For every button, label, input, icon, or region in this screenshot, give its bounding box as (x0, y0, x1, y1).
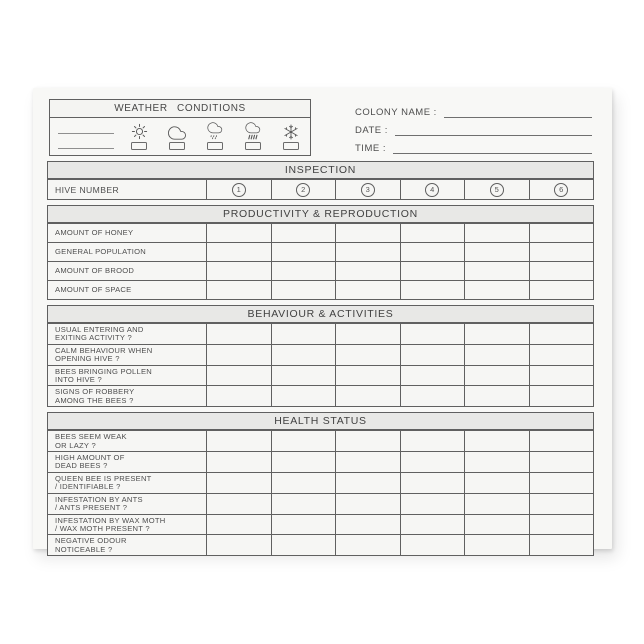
grid-cell[interactable] (529, 243, 594, 261)
grid-cell[interactable] (529, 515, 594, 535)
row-label: HIGH AMOUNT OF DEAD BEES ? (55, 453, 125, 471)
grid-cell[interactable] (464, 366, 529, 386)
weather-conditions-title: WEATHER CONDITIONS (49, 99, 311, 118)
table-row (48, 451, 593, 472)
grid-cell[interactable] (335, 366, 400, 386)
grid-cell[interactable] (529, 386, 594, 406)
grid-cell[interactable] (400, 281, 465, 299)
grid-cell[interactable] (464, 431, 529, 451)
grid-cell[interactable] (529, 431, 594, 451)
grid-cell[interactable] (400, 386, 465, 406)
grid-cell[interactable] (206, 431, 271, 451)
row-label: QUEEN BEE IS PRESENT / IDENTIFIABLE ? (55, 473, 152, 492)
hive-column-2 (271, 180, 336, 199)
grid-cell[interactable] (400, 366, 465, 386)
grid-cell[interactable] (206, 515, 271, 535)
grid-cell[interactable] (271, 243, 336, 261)
table-row (48, 242, 593, 261)
grid-cell[interactable] (335, 262, 400, 280)
health-title: HEALTH STATUS (48, 413, 593, 430)
grid-cell[interactable] (464, 386, 529, 406)
inspection-title: INSPECTION (48, 162, 593, 179)
grid-cell[interactable] (529, 366, 594, 386)
table-row (48, 223, 593, 242)
date-label: DATE : (355, 125, 388, 136)
hive-column-4 (400, 180, 465, 199)
grid-cell[interactable] (271, 281, 336, 299)
weather-option-heavy-rain (234, 118, 272, 155)
table-row (48, 280, 593, 299)
table-row (48, 344, 593, 365)
grid-cell[interactable] (400, 515, 465, 535)
grid-cell[interactable] (400, 243, 465, 261)
grid-cell[interactable] (335, 535, 400, 555)
time-field (355, 138, 592, 154)
grid-cell[interactable] (335, 324, 400, 344)
weather-option-snow (272, 118, 310, 155)
grid-cell[interactable] (464, 452, 529, 472)
weather-option-rain (196, 118, 234, 155)
grid-cell[interactable] (206, 386, 271, 406)
grid-cell[interactable] (464, 494, 529, 514)
row-label: AMOUNT OF HONEY (55, 228, 134, 238)
colony-name-field (355, 102, 592, 118)
grid-cell[interactable] (529, 262, 594, 280)
grid-cell[interactable] (335, 473, 400, 493)
grid-cell[interactable] (529, 473, 594, 493)
grid-cell[interactable] (271, 345, 336, 365)
time-label: TIME : (355, 143, 386, 154)
write-in-line[interactable] (58, 133, 114, 134)
hive-column-6 (529, 180, 594, 199)
section-inspection (47, 161, 594, 200)
table-row (48, 493, 593, 514)
table-row (48, 365, 593, 386)
notepad-form (33, 88, 612, 554)
weather-checkbox[interactable] (245, 142, 261, 150)
grid-cell[interactable] (400, 535, 465, 555)
grid-cell[interactable] (206, 452, 271, 472)
weather-options (49, 117, 311, 156)
table-row (48, 385, 593, 406)
grid-cell[interactable] (464, 473, 529, 493)
row-label: NEGATIVE ODOUR NOTICEABLE ? (55, 536, 127, 554)
grid-cell[interactable] (206, 324, 271, 344)
hive-number-label: HIVE NUMBER (55, 184, 120, 195)
row-label: INFESTATION BY ANTS / ANTS PRESENT ? (55, 494, 143, 513)
grid-cell[interactable] (529, 494, 594, 514)
grid-cell[interactable] (464, 535, 529, 555)
grid-cell[interactable] (400, 452, 465, 472)
row-label: AMOUNT OF SPACE (55, 285, 132, 295)
grid-cell[interactable] (464, 243, 529, 261)
grid-cell[interactable] (529, 224, 594, 242)
grid-cell[interactable] (206, 366, 271, 386)
grid-cell[interactable] (271, 386, 336, 406)
row-label: AMOUNT OF BROOD (55, 266, 135, 276)
hive-number-badge: 3 (361, 183, 375, 197)
colony-header-fields (355, 102, 592, 156)
snowflake-icon (283, 123, 299, 140)
hive-number-badge: 6 (554, 183, 568, 197)
grid-cell[interactable] (529, 281, 594, 299)
hive-number-row (48, 179, 593, 199)
grid-cell[interactable] (464, 345, 529, 365)
hive-column-1 (206, 180, 271, 199)
table-row (48, 323, 593, 344)
grid-cell[interactable] (464, 324, 529, 344)
grid-cell[interactable] (335, 431, 400, 451)
productivity-title: PRODUCTIVITY & REPRODUCTION (48, 206, 593, 223)
hive-number-badge: 2 (296, 183, 310, 197)
weather-conditions-box (49, 99, 311, 156)
weather-checkbox[interactable] (283, 142, 299, 150)
sun-icon (131, 123, 148, 140)
colony-name-line[interactable] (444, 107, 592, 118)
table-row (48, 534, 593, 555)
grid-cell[interactable] (206, 345, 271, 365)
hive-column-3 (335, 180, 400, 199)
hive-number-badge: 4 (425, 183, 439, 197)
grid-cell[interactable] (271, 494, 336, 514)
grid-cell[interactable] (529, 345, 594, 365)
hive-number-badge: 5 (490, 183, 504, 197)
grid-cell[interactable] (335, 494, 400, 514)
grid-cell[interactable] (400, 224, 465, 242)
weather-option-cloud (158, 118, 196, 155)
grid-cell[interactable] (335, 224, 400, 242)
grid-cell[interactable] (271, 324, 336, 344)
colony-name-label: COLONY NAME : (355, 107, 437, 118)
grid-cell[interactable] (271, 473, 336, 493)
section-health (47, 412, 594, 556)
cloud-icon (165, 123, 189, 140)
weather-write-in-lines (50, 118, 120, 155)
grid-cell[interactable] (400, 324, 465, 344)
weather-checkbox[interactable] (131, 142, 147, 150)
grid-cell[interactable] (335, 452, 400, 472)
behaviour-title: BEHAVIOUR & ACTIVITIES (48, 306, 593, 323)
row-label: SIGNS OF ROBBERY AMONG THE BEES ? (55, 387, 135, 405)
grid-cell[interactable] (464, 281, 529, 299)
table-row (48, 472, 593, 493)
weather-checkbox[interactable] (169, 142, 185, 150)
hive-number-badge: 1 (232, 183, 246, 197)
row-label: INFESTATION BY WAX MOTH / WAX MOTH PRESENT ? (55, 515, 166, 533)
write-in-line[interactable] (58, 148, 114, 149)
row-label: USUAL ENTERING AND EXITING ACTIVITY ? (55, 325, 144, 343)
grid-cell[interactable] (529, 452, 594, 472)
row-label: CALM BEHAVIOUR WHEN OPENING HIVE ? (55, 345, 153, 364)
grid-cell[interactable] (206, 262, 271, 280)
grid-cell[interactable] (529, 324, 594, 344)
grid-cell[interactable] (400, 431, 465, 451)
weather-option-sun (120, 118, 158, 155)
heavy-rain-icon (242, 123, 264, 140)
row-label: BEES SEEM WEAK OR LAZY ? (55, 432, 127, 450)
grid-cell[interactable] (206, 473, 271, 493)
row-label: GENERAL POPULATION (55, 247, 147, 257)
grid-cell[interactable] (206, 281, 271, 299)
table-row (48, 430, 593, 451)
grid-cell[interactable] (271, 262, 336, 280)
grid-cell[interactable] (400, 473, 465, 493)
grid-cell[interactable] (464, 262, 529, 280)
grid-cell[interactable] (400, 262, 465, 280)
grid-cell[interactable] (271, 431, 336, 451)
grid-cell[interactable] (529, 535, 594, 555)
grid-cell[interactable] (335, 281, 400, 299)
table-row (48, 261, 593, 280)
grid-cell[interactable] (206, 494, 271, 514)
grid-cell[interactable] (271, 224, 336, 242)
grid-cell[interactable] (335, 515, 400, 535)
row-label: BEES BRINGING POLLEN INTO HIVE ? (55, 366, 152, 385)
table-row (48, 514, 593, 535)
date-field (355, 120, 592, 136)
grid-cell[interactable] (206, 535, 271, 555)
grid-cell[interactable] (400, 345, 465, 365)
grid-cell[interactable] (206, 224, 271, 242)
grid-cell[interactable] (464, 515, 529, 535)
hive-column-5 (464, 180, 529, 199)
grid-cell[interactable] (464, 224, 529, 242)
grid-cell[interactable] (335, 243, 400, 261)
section-productivity (47, 205, 594, 300)
grid-cell[interactable] (206, 243, 271, 261)
grid-cell[interactable] (335, 345, 400, 365)
time-line[interactable] (393, 143, 592, 154)
grid-cell[interactable] (271, 452, 336, 472)
date-line[interactable] (395, 125, 592, 136)
grid-cell[interactable] (271, 515, 336, 535)
grid-cell[interactable] (271, 535, 336, 555)
grid-cell[interactable] (271, 366, 336, 386)
weather-checkbox[interactable] (207, 142, 223, 150)
rain-icon (204, 123, 226, 140)
grid-cell[interactable] (400, 494, 465, 514)
section-behaviour (47, 305, 594, 407)
grid-cell[interactable] (335, 386, 400, 406)
